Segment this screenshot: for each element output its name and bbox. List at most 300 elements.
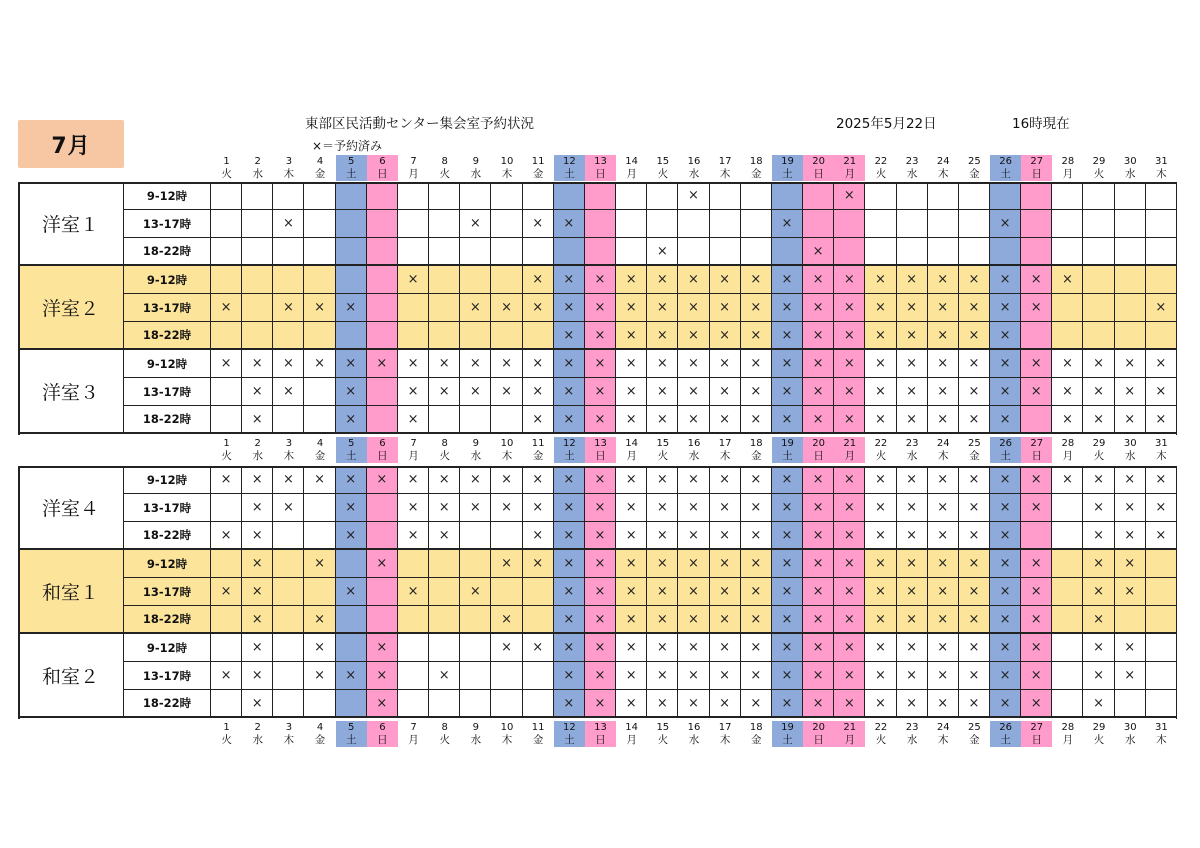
- booking-cell: [429, 578, 460, 606]
- booked-mark: ×: [554, 210, 585, 238]
- booked-mark: ×: [273, 350, 304, 378]
- booked-mark: ×: [772, 294, 803, 322]
- day-header: [429, 437, 460, 463]
- booked-mark: ×: [928, 550, 959, 578]
- booked-mark: ×: [803, 350, 834, 378]
- booked-mark: ×: [585, 634, 616, 662]
- booked-mark: ×: [710, 690, 741, 718]
- day-header: [741, 437, 772, 463]
- weekday-label: 月: [408, 734, 419, 746]
- booking-cell: [1146, 690, 1177, 718]
- day-header: [741, 155, 772, 181]
- booking-cell: [710, 182, 741, 210]
- booking-cell: [398, 550, 429, 578]
- weekday-label: 金: [314, 168, 326, 180]
- booking-cell: [1083, 294, 1114, 322]
- booked-mark: ×: [647, 522, 678, 550]
- booked-mark: ×: [1083, 378, 1114, 406]
- booked-mark: ×: [865, 266, 896, 294]
- booked-mark: ×: [1021, 606, 1052, 634]
- day-number: 18: [749, 156, 763, 167]
- day-header: [429, 155, 460, 181]
- booking-cell: [1115, 690, 1146, 718]
- weekday-label: 火: [1093, 734, 1105, 746]
- booking-cell: [865, 238, 896, 266]
- booking-cell: [398, 294, 429, 322]
- day-number: 25: [968, 438, 981, 449]
- booking-cell: [398, 662, 429, 690]
- booked-mark: ×: [1083, 662, 1114, 690]
- booking-cell: [678, 210, 709, 238]
- weekday-label: 土: [345, 450, 357, 462]
- booking-cell: [491, 690, 522, 718]
- booked-mark: ×: [304, 466, 335, 494]
- day-header: [273, 721, 304, 747]
- day-number: 10: [500, 722, 514, 733]
- weekday-label: 木: [938, 450, 949, 462]
- day-number: 14: [625, 722, 639, 733]
- booked-mark: ×: [865, 662, 896, 690]
- booking-cell: [741, 210, 772, 238]
- day-header: [1146, 155, 1177, 181]
- day-number: 26: [999, 156, 1012, 167]
- weekday-label: 水: [1124, 168, 1136, 180]
- booked-mark: ×: [990, 378, 1021, 406]
- booked-mark: ×: [242, 494, 273, 522]
- booked-mark: ×: [1115, 522, 1146, 550]
- booking-cell: [398, 182, 429, 210]
- weekday-label: 月: [844, 168, 856, 180]
- booked-mark: ×: [990, 634, 1021, 662]
- booked-mark: ×: [897, 322, 928, 350]
- booked-mark: ×: [865, 406, 896, 434]
- day-header: [304, 437, 335, 463]
- booking-cell: [1083, 322, 1114, 350]
- day-header: [616, 155, 647, 181]
- weekday-label: 金: [969, 450, 980, 462]
- weekday-label: 木: [283, 450, 295, 462]
- booked-mark: ×: [897, 606, 928, 634]
- day-header: [273, 437, 304, 463]
- booked-mark: ×: [460, 578, 491, 606]
- weekday-label: 水: [906, 450, 918, 462]
- day-header: [1146, 437, 1177, 463]
- booked-mark: ×: [211, 294, 242, 322]
- booked-mark: ×: [772, 378, 803, 406]
- booking-cell: [865, 182, 896, 210]
- day-number: 30: [1123, 156, 1137, 167]
- time-slot-label: 9-12時: [124, 466, 211, 494]
- booked-mark: ×: [990, 406, 1021, 434]
- booked-mark: ×: [304, 662, 335, 690]
- weekday-label: 月: [626, 168, 637, 180]
- booking-cell: [398, 606, 429, 634]
- booking-cell: [273, 238, 304, 266]
- day-header: [398, 155, 429, 181]
- day-header: [367, 721, 398, 747]
- day-number: 6: [379, 156, 386, 167]
- booked-mark: ×: [803, 322, 834, 350]
- booking-cell: [211, 690, 242, 718]
- booked-mark: ×: [460, 494, 491, 522]
- booking-cell: [959, 238, 990, 266]
- day-number: 6: [379, 722, 386, 733]
- booked-mark: ×: [710, 466, 741, 494]
- day-number: 23: [905, 156, 919, 167]
- booked-mark: ×: [1146, 294, 1177, 322]
- booking-cell: [523, 182, 554, 210]
- booked-mark: ×: [959, 634, 990, 662]
- booked-mark: ×: [865, 350, 896, 378]
- booking-cell: [211, 406, 242, 434]
- booked-mark: ×: [585, 606, 616, 634]
- day-number: 27: [1030, 438, 1044, 449]
- day-number: 31: [1155, 722, 1168, 733]
- day-header: [460, 721, 491, 747]
- booked-mark: ×: [959, 406, 990, 434]
- booked-mark: ×: [585, 350, 616, 378]
- booked-mark: ×: [304, 350, 335, 378]
- booked-mark: ×: [647, 266, 678, 294]
- booked-mark: ×: [678, 266, 709, 294]
- booking-cell: [1115, 238, 1146, 266]
- weekday-label: 木: [719, 450, 731, 462]
- booked-mark: ×: [1021, 350, 1052, 378]
- weekday-label: 火: [1093, 450, 1105, 462]
- booked-mark: ×: [491, 550, 522, 578]
- weekday-label: 日: [595, 734, 606, 746]
- booking-cell: [304, 578, 335, 606]
- booking-cell: [1052, 210, 1083, 238]
- booked-mark: ×: [959, 350, 990, 378]
- booking-cell: [1146, 662, 1177, 690]
- weekday-label: 日: [813, 734, 824, 746]
- booked-mark: ×: [304, 294, 335, 322]
- booking-cell: [1052, 550, 1083, 578]
- day-number: 1: [223, 438, 230, 449]
- booking-cell: [491, 266, 522, 294]
- booked-mark: ×: [585, 378, 616, 406]
- weekday-label: 土: [782, 450, 793, 462]
- month-badge: 7月: [18, 120, 124, 168]
- booking-cell: [1146, 210, 1177, 238]
- booked-mark: ×: [523, 294, 554, 322]
- weekday-label: 木: [719, 734, 731, 746]
- booked-mark: ×: [585, 322, 616, 350]
- day-header: [523, 437, 554, 463]
- room-name: 洋室２: [18, 266, 124, 350]
- day-number: 28: [1061, 156, 1075, 167]
- booking-cell: [491, 522, 522, 550]
- booking-cell: [429, 182, 460, 210]
- booked-mark: ×: [959, 578, 990, 606]
- booked-mark: ×: [990, 578, 1021, 606]
- booked-mark: ×: [585, 662, 616, 690]
- booked-mark: ×: [928, 406, 959, 434]
- booked-mark: ×: [1115, 634, 1146, 662]
- booking-cell: [928, 238, 959, 266]
- day-number: 16: [687, 156, 701, 167]
- booking-cell: [897, 210, 928, 238]
- weekday-label: 日: [595, 450, 606, 462]
- booked-mark: ×: [834, 690, 865, 718]
- day-header: [211, 721, 242, 747]
- booking-cell: [398, 322, 429, 350]
- booked-mark: ×: [772, 690, 803, 718]
- booked-mark: ×: [959, 294, 990, 322]
- day-header: [647, 155, 678, 181]
- weekday-label: 火: [1093, 168, 1105, 180]
- booked-mark: ×: [803, 550, 834, 578]
- booked-mark: ×: [616, 690, 647, 718]
- booking-cell: [304, 494, 335, 522]
- day-number: 23: [905, 722, 919, 733]
- booked-mark: ×: [398, 494, 429, 522]
- booking-cell: [616, 210, 647, 238]
- booked-mark: ×: [616, 350, 647, 378]
- day-number: 31: [1155, 156, 1168, 167]
- day-number: 28: [1061, 438, 1075, 449]
- booking-cell: [1021, 210, 1052, 238]
- booking-cell: [242, 182, 273, 210]
- booked-mark: ×: [1146, 350, 1177, 378]
- booked-mark: ×: [710, 522, 741, 550]
- booking-cell: [585, 210, 616, 238]
- booking-cell: [429, 322, 460, 350]
- time-slot-label: 18-22時: [124, 690, 211, 718]
- booked-mark: ×: [367, 466, 398, 494]
- booked-mark: ×: [741, 294, 772, 322]
- booked-mark: ×: [304, 606, 335, 634]
- booked-mark: ×: [928, 578, 959, 606]
- booked-mark: ×: [990, 606, 1021, 634]
- booking-cell: [429, 690, 460, 718]
- day-header: [1052, 721, 1083, 747]
- day-number: 7: [410, 438, 417, 449]
- booked-mark: ×: [959, 494, 990, 522]
- day-header: [928, 155, 959, 181]
- day-header: [1021, 437, 1052, 463]
- booked-mark: ×: [865, 606, 896, 634]
- booked-mark: ×: [741, 494, 772, 522]
- booking-cell: [834, 210, 865, 238]
- weekday-label: 水: [470, 734, 482, 746]
- day-number: 4: [316, 156, 324, 167]
- day-number: 19: [781, 722, 794, 733]
- booked-mark: ×: [211, 522, 242, 550]
- booking-cell: [491, 182, 522, 210]
- weekday-label: 木: [1156, 734, 1167, 746]
- booking-cell: [1052, 606, 1083, 634]
- booked-mark: ×: [865, 550, 896, 578]
- booking-cell: [491, 406, 522, 434]
- booked-mark: ×: [990, 690, 1021, 718]
- day-header: [865, 721, 896, 747]
- booking-cell: [211, 238, 242, 266]
- booked-mark: ×: [928, 294, 959, 322]
- booked-mark: ×: [647, 322, 678, 350]
- booked-mark: ×: [741, 690, 772, 718]
- booking-cell: [336, 238, 367, 266]
- day-header: [990, 721, 1021, 747]
- booked-mark: ×: [897, 494, 928, 522]
- day-header: [647, 437, 678, 463]
- booked-mark: ×: [834, 378, 865, 406]
- booked-mark: ×: [585, 494, 616, 522]
- booking-cell: [959, 210, 990, 238]
- booked-mark: ×: [647, 578, 678, 606]
- weekday-label: 日: [1031, 168, 1042, 180]
- booking-cell: [336, 266, 367, 294]
- day-number: 22: [874, 156, 888, 167]
- booked-mark: ×: [990, 210, 1021, 238]
- booking-cell: [336, 182, 367, 210]
- weekday-label: 金: [314, 734, 326, 746]
- booked-mark: ×: [928, 378, 959, 406]
- booking-cell: [710, 238, 741, 266]
- booking-cell: [1052, 182, 1083, 210]
- day-number: 1: [223, 722, 230, 733]
- day-header: [803, 155, 834, 181]
- booked-mark: ×: [678, 662, 709, 690]
- day-number: 17: [718, 438, 732, 449]
- weekday-label: 月: [408, 450, 419, 462]
- booked-mark: ×: [803, 606, 834, 634]
- booking-cell: [211, 322, 242, 350]
- weekday-label: 木: [501, 734, 513, 746]
- booked-mark: ×: [242, 634, 273, 662]
- booked-mark: ×: [616, 494, 647, 522]
- booking-cell: [1146, 266, 1177, 294]
- weekday-label: 月: [1062, 734, 1074, 746]
- weekday-label: 金: [969, 734, 980, 746]
- booked-mark: ×: [1021, 550, 1052, 578]
- booking-cell: [491, 210, 522, 238]
- booked-mark: ×: [865, 378, 896, 406]
- day-header: [865, 437, 896, 463]
- booking-cell: [585, 182, 616, 210]
- booked-mark: ×: [211, 466, 242, 494]
- booked-mark: ×: [803, 238, 834, 266]
- day-number: 19: [781, 156, 794, 167]
- booking-cell: [1021, 406, 1052, 434]
- booking-cell: [959, 182, 990, 210]
- day-number: 13: [594, 722, 607, 733]
- booked-mark: ×: [336, 578, 367, 606]
- booked-mark: ×: [897, 522, 928, 550]
- booking-cell: [336, 634, 367, 662]
- booking-cell: [273, 406, 304, 434]
- booked-mark: ×: [678, 294, 709, 322]
- day-number: 14: [625, 438, 639, 449]
- day-header: [803, 721, 834, 747]
- day-number: 24: [936, 722, 950, 733]
- booked-mark: ×: [647, 634, 678, 662]
- booking-cell: [741, 182, 772, 210]
- booked-mark: ×: [959, 522, 990, 550]
- booked-mark: ×: [897, 350, 928, 378]
- booking-cell: [304, 522, 335, 550]
- day-header: [429, 721, 460, 747]
- day-number: 2: [254, 156, 261, 167]
- weekday-label: 金: [751, 734, 762, 746]
- day-header: [523, 155, 554, 181]
- day-header: [554, 721, 585, 747]
- booked-mark: ×: [647, 406, 678, 434]
- day-number: 28: [1061, 722, 1075, 733]
- booked-mark: ×: [772, 266, 803, 294]
- booking-cell: [367, 578, 398, 606]
- booked-mark: ×: [928, 662, 959, 690]
- booking-cell: [928, 210, 959, 238]
- booked-mark: ×: [554, 606, 585, 634]
- booked-mark: ×: [803, 634, 834, 662]
- booked-mark: ×: [429, 350, 460, 378]
- day-number: 17: [718, 156, 732, 167]
- day-number: 11: [531, 156, 545, 167]
- booked-mark: ×: [834, 662, 865, 690]
- day-header: [1021, 721, 1052, 747]
- booking-cell: [304, 406, 335, 434]
- booked-mark: ×: [834, 606, 865, 634]
- booking-cell: [460, 522, 491, 550]
- booking-cell: [1052, 662, 1083, 690]
- booked-mark: ×: [616, 634, 647, 662]
- booking-cell: [523, 606, 554, 634]
- weekday-label: 金: [751, 168, 762, 180]
- booked-mark: ×: [710, 550, 741, 578]
- weekday-label: 土: [1000, 734, 1011, 746]
- weekday-label: 木: [938, 168, 949, 180]
- day-number: 31: [1155, 438, 1168, 449]
- booked-mark: ×: [585, 266, 616, 294]
- booked-mark: ×: [741, 266, 772, 294]
- time-slot-label: 13-17時: [124, 378, 211, 406]
- day-number: 10: [500, 156, 514, 167]
- day-header: [585, 437, 616, 463]
- booking-cell: [336, 690, 367, 718]
- booked-mark: ×: [678, 634, 709, 662]
- booked-mark: ×: [678, 350, 709, 378]
- time-slot-label: 18-22時: [124, 238, 211, 266]
- booked-mark: ×: [647, 350, 678, 378]
- booked-mark: ×: [242, 522, 273, 550]
- booked-mark: ×: [1146, 522, 1177, 550]
- day-header: [928, 437, 959, 463]
- booking-cell: [211, 378, 242, 406]
- booking-cell: [273, 182, 304, 210]
- booked-mark: ×: [1115, 378, 1146, 406]
- day-number: 16: [687, 722, 701, 733]
- booking-cell: [367, 294, 398, 322]
- day-number: 21: [843, 438, 857, 449]
- booked-mark: ×: [741, 606, 772, 634]
- booking-cell: [1083, 238, 1114, 266]
- booked-mark: ×: [616, 662, 647, 690]
- day-header: [710, 155, 741, 181]
- weekday-label: 水: [252, 734, 263, 746]
- booked-mark: ×: [647, 662, 678, 690]
- day-number: 10: [500, 438, 514, 449]
- day-number: 20: [812, 438, 825, 449]
- booked-mark: ×: [398, 466, 429, 494]
- day-header: [336, 437, 367, 463]
- booking-cell: [616, 182, 647, 210]
- booking-cell: [211, 266, 242, 294]
- booked-mark: ×: [897, 294, 928, 322]
- day-header: [616, 721, 647, 747]
- booked-mark: ×: [554, 522, 585, 550]
